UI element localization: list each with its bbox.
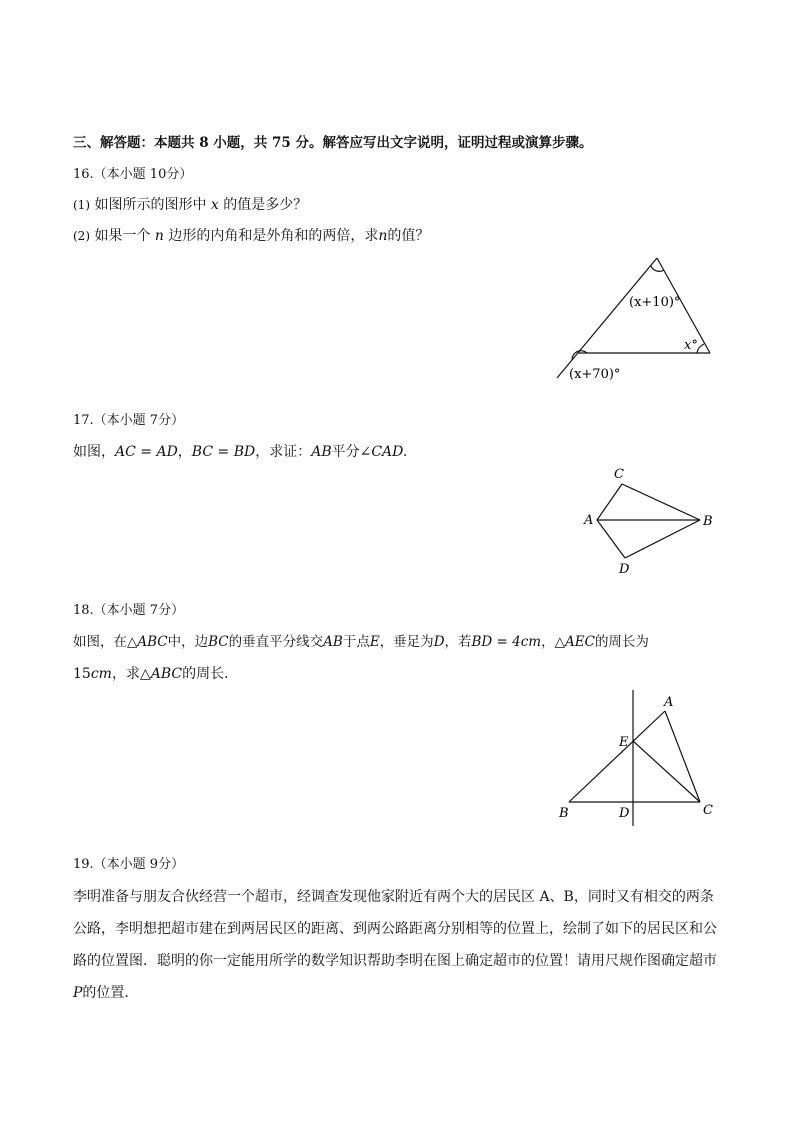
- q18-l2-unit: cm: [90, 666, 112, 682]
- q18-label-c: C: [703, 803, 713, 818]
- q16-label-right: x°: [684, 338, 698, 353]
- q18-segment-ec: [633, 741, 700, 802]
- q16-part2: [73, 229, 429, 243]
- q17-title: 17.（本小题 7分）: [73, 413, 185, 428]
- q18-l1-dpt: D: [433, 634, 445, 650]
- q16-triangle-figure: [545, 250, 725, 385]
- q17-text-4: 平分: [331, 444, 360, 460]
- q16-part2-text-b: 边形的内角和是外角和的两倍，求: [168, 228, 379, 244]
- q18-l1-e: E: [369, 634, 380, 650]
- q17-label-d: D: [619, 562, 630, 577]
- q19-point-p: P: [73, 985, 83, 1001]
- q19-line-3: 路的位置图．聪明的你一定能用所学的数学知识帮助李明在图上确定超市的位置！请用尺规作图确定超市: [73, 953, 717, 969]
- q17-label-b: B: [703, 514, 713, 529]
- q16-exterior-angle-arc: [572, 351, 587, 360]
- q16-part1: [73, 198, 307, 212]
- q17-segment-ca: [597, 484, 622, 520]
- q18-l1-ab: AB: [323, 634, 343, 650]
- q18-label-d: D: [619, 806, 630, 821]
- section-header: 三、解答题：本题共 8 小题，共 75 分。解答应写出文字说明，证明过程或演算步骤。: [73, 135, 593, 151]
- q16-part1-text-a: 如图所示的图形中: [94, 197, 207, 213]
- q18-l1-bd: BD = 4cm: [471, 634, 542, 650]
- q19-line-4-text: 的位置．: [82, 985, 139, 1001]
- q16-part2-text-c: 的值？: [387, 228, 430, 244]
- q18-segment-ac: [665, 711, 700, 802]
- q18-l2-b: ，求: [111, 666, 140, 682]
- q16-title: 16.（本小题 10分）: [73, 167, 193, 182]
- q16-part1-text-b: 的值是多少？: [223, 197, 308, 213]
- q17-expr-4: ∠CAD.: [359, 444, 408, 460]
- q18-l1-b: 中，边: [167, 634, 209, 650]
- q18-line-1: [73, 636, 649, 650]
- q18-l1-tri2: △AEC: [554, 634, 595, 650]
- q18-label-a: A: [664, 695, 674, 710]
- q18-l1-g: ，若: [444, 634, 472, 650]
- q17-segment-cb: [622, 484, 700, 520]
- q17-label-a: A: [584, 513, 594, 528]
- q19-line-1: 李明准备与朋友合伙经营一个超市，经调查发现他家附近有两个大的居民区 A、B，同时又有相交的两条: [73, 889, 714, 905]
- q16-label-bottom: (x+70)°: [569, 367, 621, 382]
- q17-expr-2: BC = BD: [191, 444, 256, 460]
- q17-expr-3: AB: [311, 444, 332, 460]
- q18-label-e: E: [619, 735, 629, 750]
- q17-text-3: ，求证：: [255, 444, 312, 460]
- q18-l1-h: ，: [541, 634, 555, 650]
- q18-l1-bc: BC: [208, 634, 229, 650]
- q18-title: 18.（本小题 7分）: [73, 603, 185, 618]
- q17-label-c: C: [614, 467, 624, 482]
- q18-l1-f: ，垂足为: [379, 634, 434, 650]
- q16-part2-var2: n: [378, 228, 388, 244]
- q19-line-2: 公路，李明想把超市建在到两居民区的距离、到两公路距离分别相等的位置上，绘制了如下的居民区和公: [73, 921, 717, 937]
- q16-part2-num: (2): [73, 229, 90, 243]
- q18-l1-c: 的垂直平分线交: [228, 634, 324, 650]
- q16-label-top: (x+10)°: [629, 295, 681, 310]
- q18-label-b: B: [559, 806, 569, 821]
- q16-part2-text-a: 如果一个: [94, 228, 151, 244]
- q16-part2-var: n: [154, 228, 164, 244]
- q18-l2-c: 的周长．: [182, 666, 239, 682]
- q18-l2-a: 15: [73, 666, 91, 682]
- q17-text-1: 如图，: [73, 444, 115, 460]
- q16-right-angle-arc: [697, 344, 704, 353]
- q17-text-2: ，: [177, 444, 192, 460]
- q17-expr-1: AC = AD: [115, 444, 178, 460]
- q17-statement: [73, 445, 407, 459]
- q18-l1-tri1: △ABC: [127, 634, 168, 650]
- q19-line-4: [73, 986, 138, 1000]
- q19-title: 19.（本小题 9分）: [73, 857, 185, 872]
- q18-l1-d: 于点: [342, 634, 370, 650]
- q17-kite-figure: [580, 462, 720, 577]
- q18-line-2: [73, 667, 238, 681]
- q18-l2-tri: △ABC: [139, 666, 183, 682]
- q16-part1-num: (1): [73, 198, 90, 212]
- q17-segment-ad: [597, 520, 625, 558]
- q16-part1-var: x: [210, 197, 219, 213]
- q18-l1-a: 如图，在: [73, 634, 127, 650]
- q17-segment-db: [625, 520, 700, 558]
- q18-triangle-figure: [555, 688, 725, 828]
- q18-l1-i: 的周长为: [594, 634, 649, 650]
